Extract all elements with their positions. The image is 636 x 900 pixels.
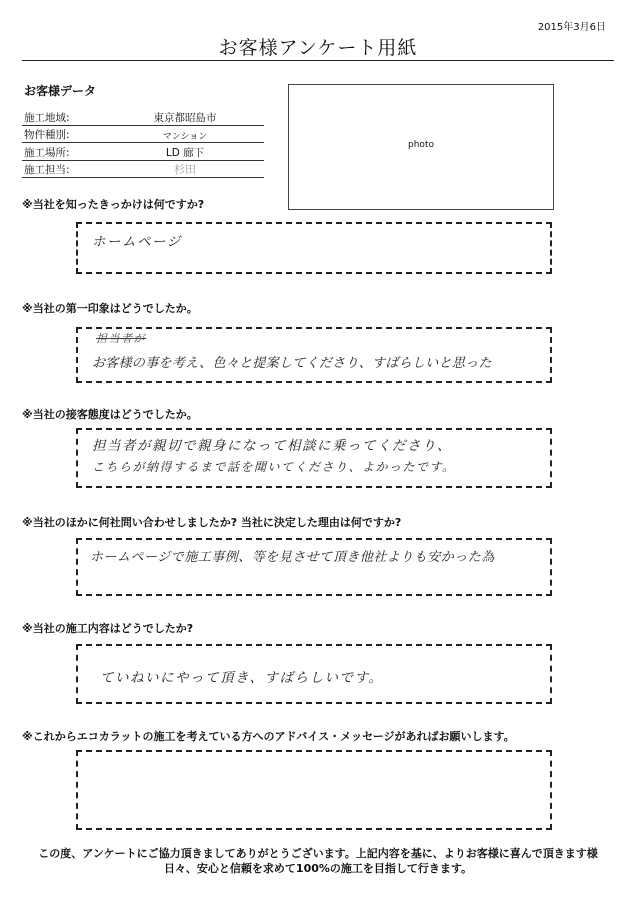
title-underline (22, 60, 614, 61)
question-3: ※当社の接客態度はどうでしたか。 (22, 408, 198, 421)
footer-message-line-1: この度、アンケートにご協力頂きましてありがとうございます。上記内容を基に、よりお客様に喜んで頂きます様 (38, 847, 598, 860)
customer-row-property-type (22, 125, 264, 143)
customer-row-location (22, 143, 264, 161)
property-type-value: マンション (104, 125, 264, 143)
question-6: ※これからエコカラットの施工を考えている方へのアドバイス・メッセージがあればお願いします。 (22, 730, 515, 743)
answer-4-line-1: ホームページで施工事例、等を見させて頂き他社よりも安かった為 (90, 550, 495, 565)
question-2: ※当社の第一印象はどうでしたか。 (22, 302, 198, 315)
answer-box-6 (76, 750, 552, 830)
customer-data-heading: お客様データ (24, 84, 97, 98)
answer-2-line-1: お客様の事を考え、色々と提案してくださり、すばらしいと思った (92, 356, 492, 371)
footer-message-line-2: 日々、安心と信頼を求めて100%の施工を目指して行きます。 (163, 862, 473, 875)
answer-2-struck-text: 担当者が (96, 332, 146, 345)
area-label: 施工地域: (22, 108, 104, 125)
page-title: お客様アンケート用紙 (218, 37, 418, 59)
property-type-label: 物件種別: (22, 125, 104, 143)
location-value: LD 廊下 (104, 143, 264, 161)
customer-data-table (22, 108, 264, 178)
answer-5-line-1: ていねいにやって頂き、すばらしいです。 (100, 670, 384, 686)
customer-row-staff (22, 160, 264, 178)
question-1: ※当社を知ったきっかけは何ですか? (22, 198, 205, 211)
staff-value: 杉田 (104, 160, 264, 178)
location-label: 施工場所: (22, 143, 104, 161)
answer-3-line-2: こちらが納得するまで話を聞いてくださり、よかったです。 (92, 460, 456, 474)
customer-row-area (22, 108, 264, 125)
staff-label: 施工担当: (22, 160, 104, 178)
question-5: ※当社の施工内容はどうでしたか? (22, 622, 194, 635)
answer-1-line-1: ホームページ (92, 234, 182, 250)
photo-label: photo (408, 140, 434, 150)
answer-3-line-1: 担当者が親切で親身になって相談に乗ってくださり、 (92, 438, 452, 454)
area-value: 東京都昭島市 (104, 108, 264, 125)
question-4: ※当社のほかに何社問い合わせしましたか? 当社に決定した理由は何ですか? (22, 516, 402, 529)
survey-date: 2015年3月6日 (537, 22, 606, 33)
